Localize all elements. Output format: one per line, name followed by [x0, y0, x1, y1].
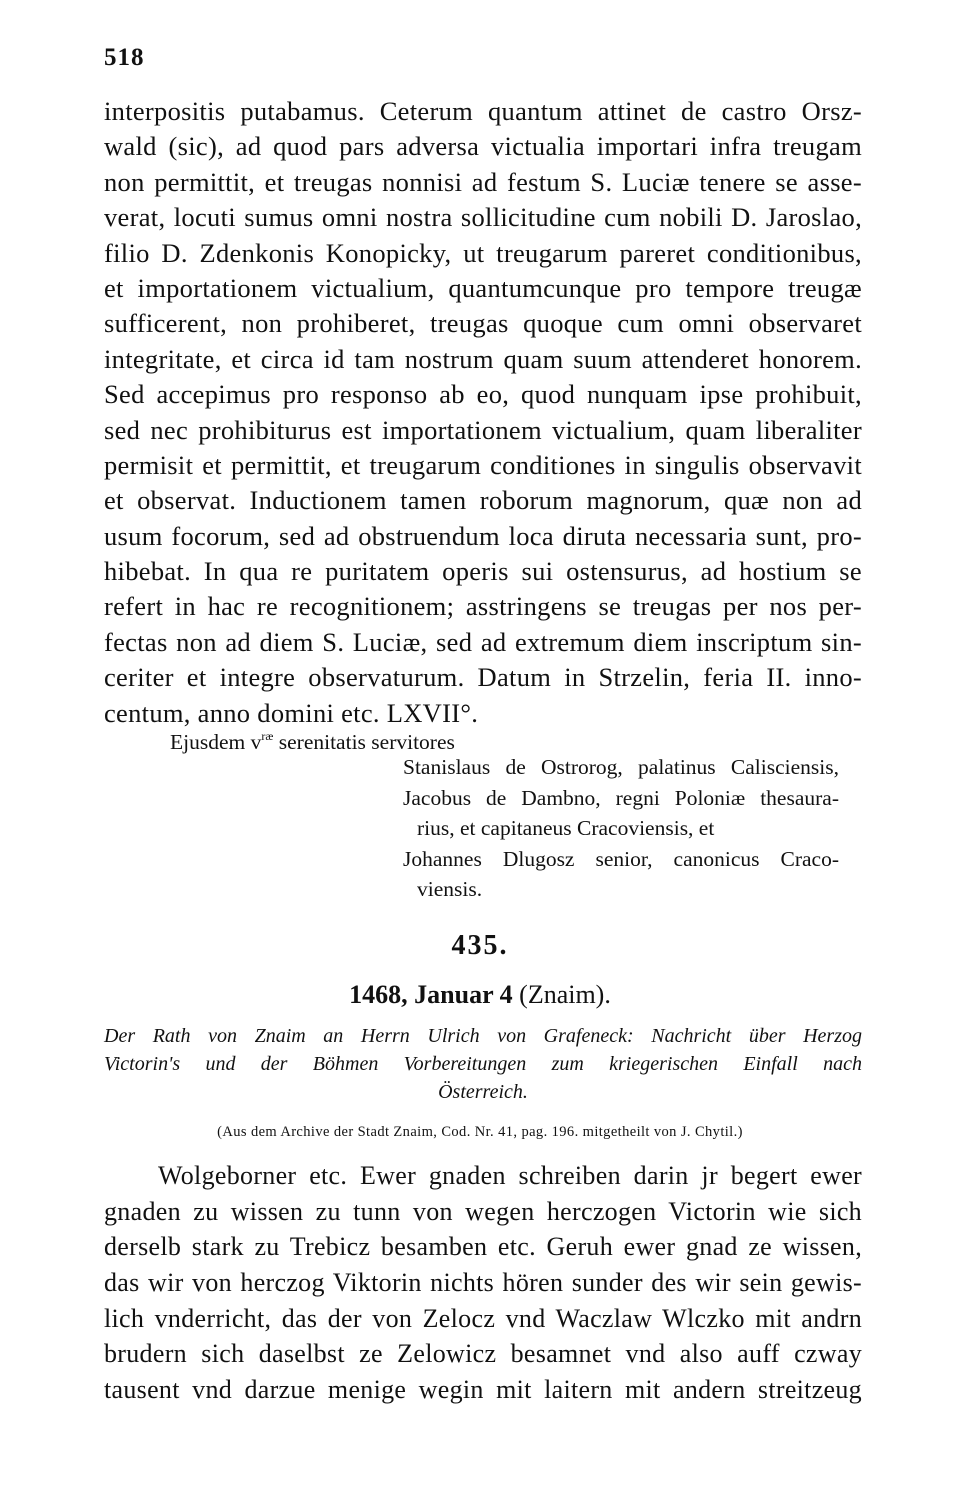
- signature-intro-superscript: ræ: [261, 729, 274, 743]
- body-line: non permittit, et treugas nonnisi ad festum S. Luciæ tenere se asse-: [104, 166, 862, 197]
- body-line: refert in hac re recognitionem; asstringens se treugas per nos per-: [104, 591, 862, 622]
- signatory-line: Jacobus de Dambno, regni Poloniæ thesaura-: [403, 785, 839, 810]
- signatories-block: [403, 752, 839, 905]
- body-line: usum focorum, sed ad obstruendum loca diruta necessaria sunt, pro-: [104, 520, 862, 551]
- regest-line: Der Rath von Znaim an Herrn Ulrich von Grafeneck: Nachricht über Herzog: [104, 1025, 862, 1047]
- signatory-line: rius, et capitaneus Cracoviensis, et: [417, 816, 715, 840]
- document-place: (Znaim).: [512, 980, 611, 1009]
- letter-line: brudern sich daselbst ze Zelowicz besamnet vnd also auff czway: [104, 1339, 862, 1369]
- letter-line: lich vnderricht, das der von Zelocz vnd Waczlaw Wlczko mit andrn: [104, 1303, 862, 1333]
- signature-intro-text: Ejusdem v: [170, 730, 262, 754]
- document-date-heading: [0, 980, 960, 1010]
- body-line: permisit et permittit, et treugarum conditiones in singulis observavit: [104, 449, 862, 480]
- body-text: [104, 94, 862, 731]
- body-line: sed nec prohibiturus est importationem victualium, quam liberaliter: [104, 414, 862, 445]
- body-line: fectas non ad diem S. Luciæ, sed ad extremum diem inscriptum sin-: [104, 626, 862, 657]
- regest-line: Österreich.: [438, 1081, 528, 1103]
- body-line: wald (sic), ad quod pars adversa victualia importari infra treugam: [104, 131, 862, 162]
- letter-line: tausent vnd darzue menige wegin mit laitern mit andern streitzeug: [104, 1375, 862, 1405]
- source-note: (Aus dem Archive der Stadt Znaim, Cod. Nr. 41, pag. 196. mitgetheilt von J. Chytil.): [217, 1124, 743, 1140]
- body-line: et importationem victualium, quantumcunque pro tempore treugæ: [104, 272, 862, 303]
- signature-intro: [170, 722, 455, 756]
- page-number: 518: [104, 44, 145, 71]
- letter-line: gnaden zu wissen zu tunn von wegen herczogen Victorin wie sich: [104, 1196, 862, 1226]
- regest-summary: [104, 1022, 862, 1106]
- body-line: sufficerent, non prohiberet, treugas quoque cum omni observaret: [104, 308, 862, 339]
- letter-line: derselb stark zu Trebicz besamben etc. Geruh ewer gnad ze wissen,: [104, 1232, 862, 1262]
- document-date: 1468, Januar 4: [349, 980, 513, 1009]
- body-line: interpositis putabamus. Ceterum quantum attinet de castro Orsz-: [104, 96, 862, 126]
- signatory-line: Stanislaus de Ostrorog, palatinus Calisciensis,: [403, 755, 839, 779]
- body-line: centum, anno domini etc. LXVII°.: [104, 697, 479, 728]
- body-line: ceriter et integre observaturum. Datum in Strzelin, feria II. inno-: [104, 662, 862, 693]
- body-line: hibebat. In qua re puritatem operis sui ostensurus, ad hostium se: [104, 556, 862, 587]
- letter-line: Wolgeborner etc. Ewer gnaden schreiben darin jr begert ewer: [158, 1161, 862, 1190]
- body-line: filio D. Zdenkonis Konopicky, ut treugarum pareret conditionibus,: [104, 237, 862, 268]
- letter-line: das wir von herczog Viktorin nichts hören sunder des wir sein gewis-: [104, 1268, 862, 1298]
- signatory-line: viensis.: [417, 877, 483, 901]
- body-line: verat, locuti sumus omni nostra sollicitudine cum nobili D. Jaroslao,: [104, 202, 862, 233]
- regest-line: Victorin's und der Böhmen Vorbereitungen zum kriegerischen Einfall nach: [104, 1053, 862, 1075]
- signatory-line: Johannes Dlugosz senior, canonicus Craco-: [403, 846, 839, 871]
- document-number: 435.: [451, 930, 509, 961]
- body-line: integritate, et circa id tam nostrum quam suum attenderet honorem.: [104, 343, 862, 374]
- letter-text: [104, 1158, 862, 1408]
- signature-intro-text-end: serenitatis servitores: [273, 730, 455, 754]
- body-line: et observat. Inductionem tamen roborum magnorum, quæ non ad: [104, 485, 862, 516]
- body-line: Sed accepimus pro responso ab eo, quod nunquam ipse prohibuit,: [104, 379, 862, 410]
